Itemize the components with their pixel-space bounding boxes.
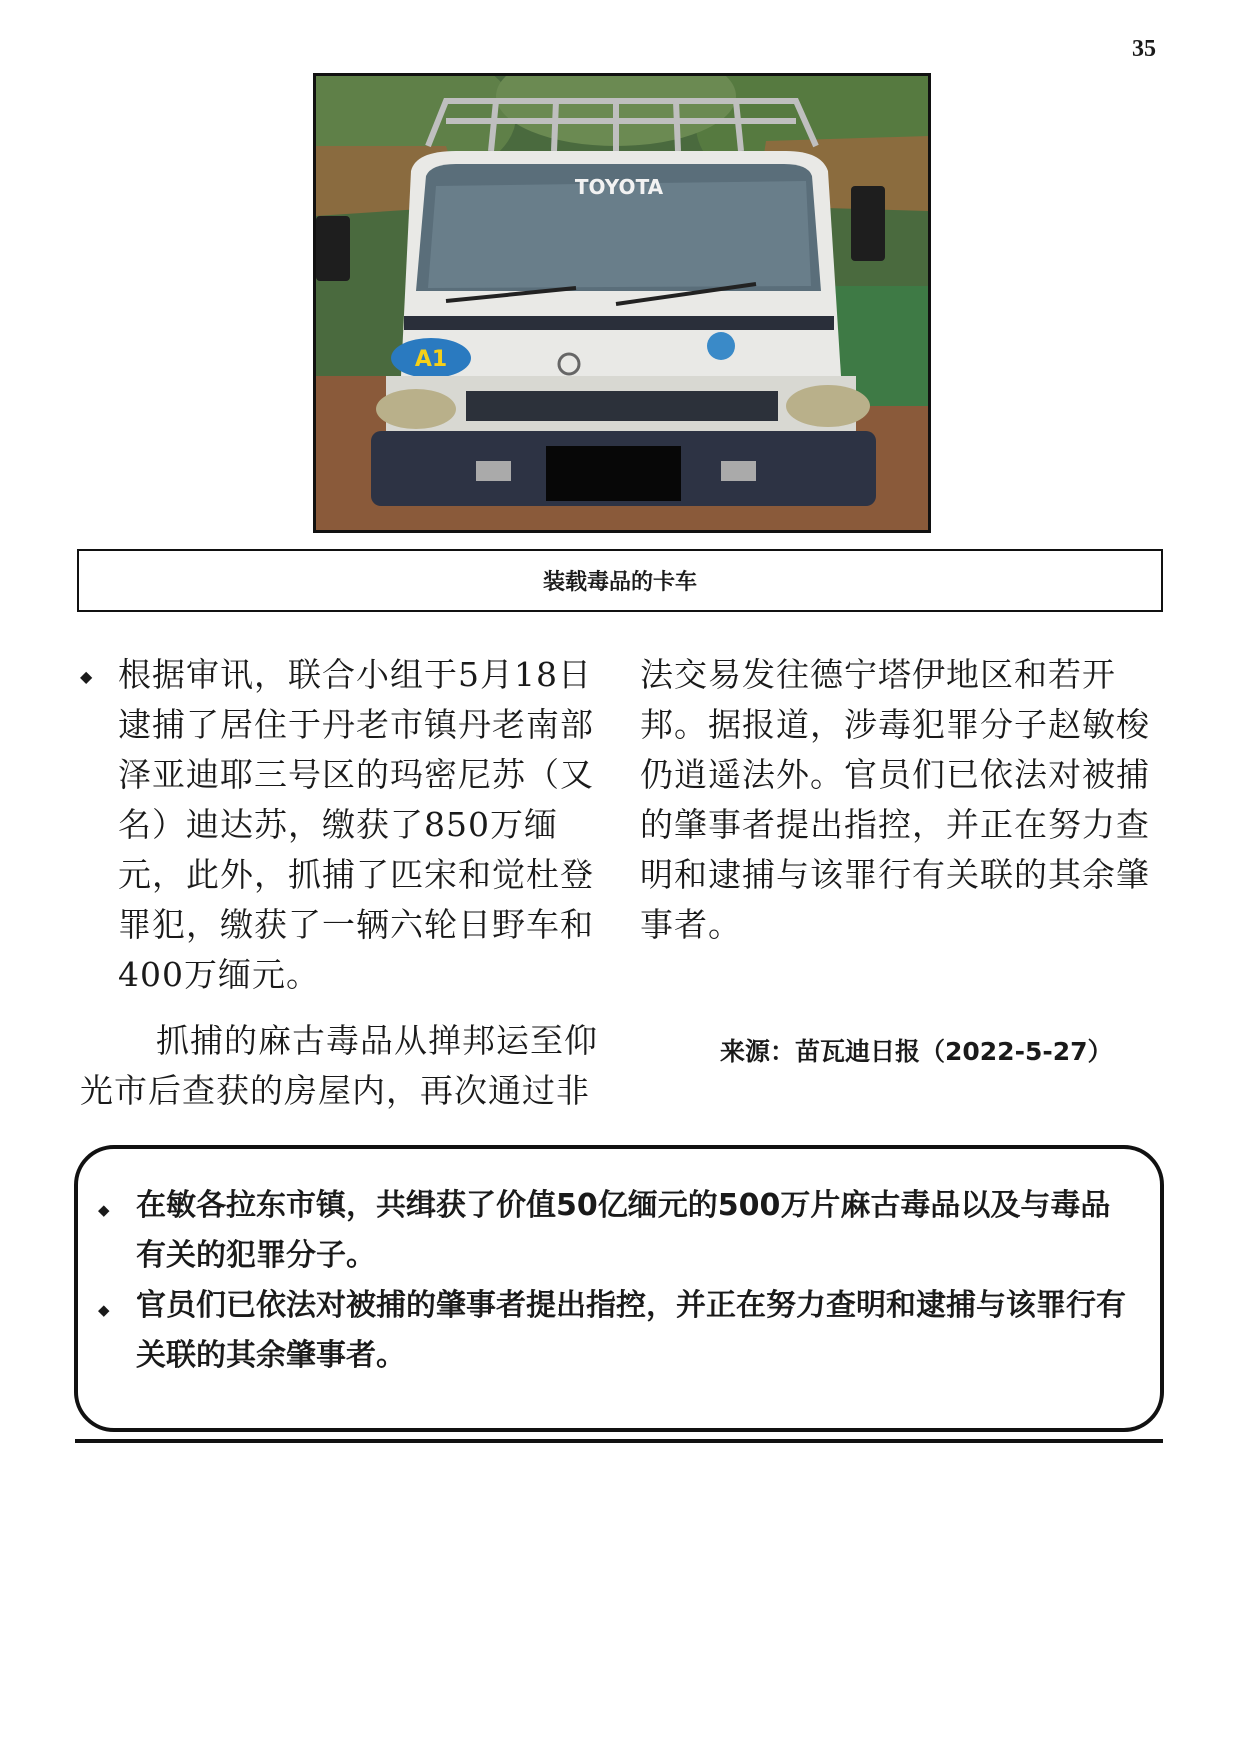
- summary-item-text: 官员们已依法对被捕的肇事者提出指控，并正在努力查明和逮捕与该罪行有关联的其余肇事者。: [136, 1288, 1126, 1373]
- summary-box: [74, 1145, 1164, 1432]
- truck-logo-text: A1: [414, 347, 448, 372]
- bullet-icon: ◆: [98, 1201, 110, 1219]
- section-divider: [75, 1439, 1163, 1443]
- article-source: 来源：苗瓦迪日报（2022-5-27）: [720, 1037, 1113, 1066]
- bullet-icon: ◆: [80, 667, 94, 686]
- article-right-column: [640, 650, 1160, 950]
- summary-item: [98, 1281, 1140, 1381]
- truck-photo: [313, 73, 931, 533]
- page-number: 35: [1132, 36, 1156, 62]
- article-right-paragraph: 法交易发往德宁塔伊地区和若开邦。据报道，涉毒犯罪分子赵敏梭仍逍遥法外。官员们已依法对被捕的肇事者提出指控，并正在努力查明和逮捕与该罪行有关联的其余肇事者。: [640, 655, 1150, 944]
- summary-item-text: 在敏各拉东市镇，共缉获了价值50亿缅元的500万片麻古毒品以及与毒品有关的犯罪分子。: [136, 1188, 1111, 1273]
- bullet-icon: ◆: [98, 1301, 110, 1319]
- summary-item: [98, 1181, 1140, 1281]
- article-bullet-paragraph: [80, 650, 600, 1000]
- article-left-column: [80, 650, 600, 1116]
- article-second-paragraph: 抓捕的麻古毒品从掸邦运至仰光市后查获的房屋内，再次通过非: [80, 1021, 598, 1110]
- figure-caption: 装载毒品的卡车: [77, 549, 1163, 612]
- toyota-badge-text: TOYOTA: [574, 175, 664, 199]
- article-bullet-text: 根据审讯，联合小组于5月18日逮捕了居住于丹老市镇丹老南部泽亚迪耶三号区的玛密尼苏（又名）迪达苏，缴获了850万缅元，此外，抓捕了匹宋和觉杜登罪犯，缴获了一辆六轮日野车和400万缅元。: [118, 655, 594, 994]
